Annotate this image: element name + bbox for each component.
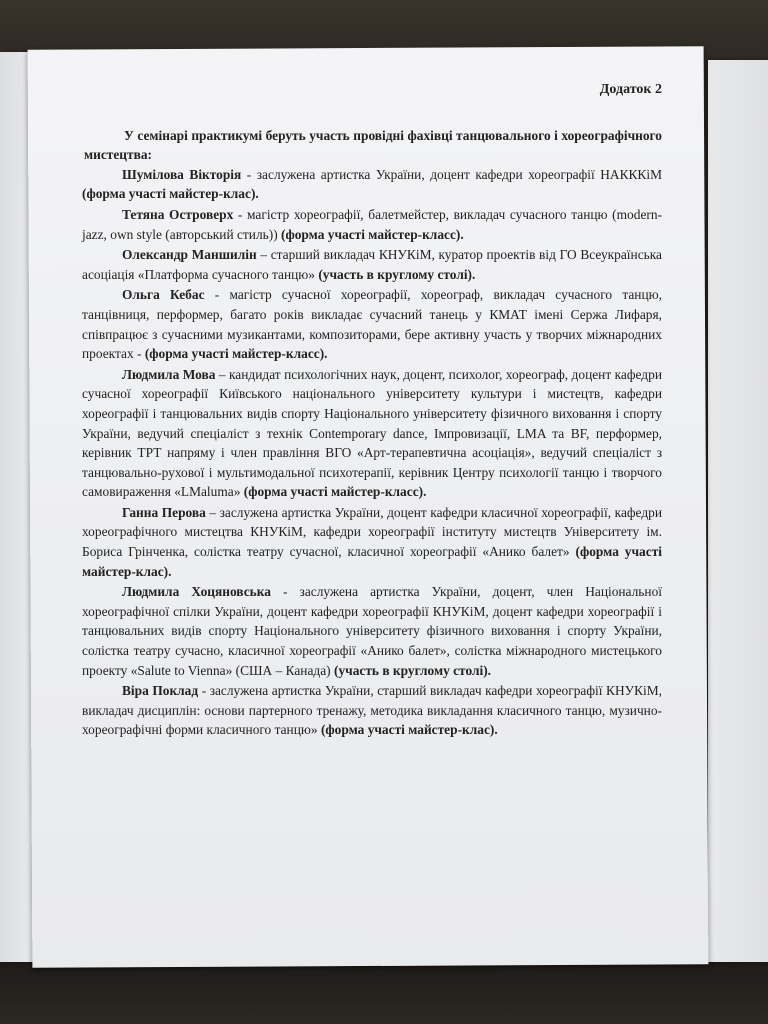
participant-description: - магістр сучасної хореографії, хореограф, викладач сучасного танцю, танцівниця, перформер, багато років викладає сучасний танець у КМАТ імені Сержа Лифаря, співпрацює з сучасними музикантами, композиторами, бере активну участь у творчих міжнародних проектах - xyxy=(82,287,662,362)
participant-paragraph xyxy=(82,285,662,363)
background-bottom xyxy=(0,960,768,1024)
participant-description: – старший викладач КНУКіМ, куратор проектів від ГО Всеукраїнська асоціація «Платформа сучасного танцю» xyxy=(82,247,662,282)
participant-paragraph xyxy=(82,503,662,581)
participant-description: - заслужена артистка України, доцент, член Національної хореографічної спілки України, доцент кафедри хореографії КНУКіМ, доцент кафедри хореографії і танцювальних видів спорту Національного університету фізичного виховання і спорту України, солістка театру сучасно, класичної хореографії «Анико балет», солістка міжнародного мистецького проекту «Salute to Vienna» (США – Канада) xyxy=(82,584,662,678)
participant-paragraph xyxy=(82,681,662,740)
participant-paragraph xyxy=(82,165,662,204)
participant-name: Шумілова Вікторія xyxy=(122,166,242,182)
appendix-label: Додаток 2 xyxy=(599,82,662,97)
participation-format: (форма участі майстер-клас). xyxy=(82,186,259,202)
participant-paragraph xyxy=(82,245,662,284)
participation-format: (форма участі майстер-клас). xyxy=(82,544,662,579)
participant-description: – кандидат психологічних наук, доцент, психолог, хореограф, доцент кафедри сучасної хореографії Київського національного університету культури і мистецтв, кафедри хореографії і танцювальних видів спорту Національного університету фізичного виховання і спорту України, ведучий спеціаліст з технік Contemporary dance, Імпровизації, LMA та BF, перформер, керівник ТРТ напряму і член правління ВГО «Арт-терапевтична асоціація», ведучий спеціаліст з танцювально-рухової і мультимодальної психотерапії, керівник Центру психології танцю і творчого самовираження «LMaluma» xyxy=(82,366,662,500)
participant-paragraph xyxy=(82,365,662,502)
participation-format: (форма участі майстер-класс). xyxy=(144,346,328,362)
participant-name: Людмила Мова xyxy=(122,366,216,382)
intro-paragraph: У семінарі практикумі беруть участь провідні фахівці танцювального і хореографічного мистецтва: xyxy=(84,127,662,163)
participation-format: (участь в круглому столі). xyxy=(318,266,476,282)
participant-description: - заслужена артистка України, старший викладач кафедри хореографії КНУКіМ, викладач дисциплін: основи партерного тренажу, методика викладання класичного танцю, музично-хореографічні форми класичного танцю» xyxy=(82,683,663,738)
participation-format: (форма участі майстер-класс). xyxy=(243,484,427,500)
document-content xyxy=(82,80,662,740)
participant-paragraph xyxy=(82,205,662,244)
participant-description: - магістр хореографії, балетмейстер, викладач сучасного танцю (modern-jazz, own style (авторський стиль)) xyxy=(82,206,662,242)
participant-name: Олександр Маншилін xyxy=(122,247,257,263)
participant-name: Людмила Хоцяновська xyxy=(122,584,271,600)
participation-format: (участь в круглому столі). xyxy=(333,662,492,678)
participant-name: Ольга Кебас xyxy=(122,287,205,303)
participation-format: (форма участі майстер-класс). xyxy=(281,226,464,242)
participant-paragraph xyxy=(82,582,662,680)
participant-name: Тетяна Островерх xyxy=(122,206,234,222)
participation-format: (форма участі майстер-клас). xyxy=(320,722,498,738)
adjacent-sheet-right xyxy=(708,60,768,962)
participant-description: – заслужена артистка України, доцент кафедри класичної хореографії, кафедри хореографічного мистецтва КНУКіМ, кафедри хореографії інституту мистецтв Університету ім. Бориса Грінченка, солістка театру сучасної, класичної хореографії «Анико балет» xyxy=(82,504,662,560)
participant-description: - заслужена артистка України, доцент кафедри хореографії НАКККіМ xyxy=(241,166,662,182)
participant-name: Ганна Перова xyxy=(122,504,206,520)
participant-name: Віра Поклад xyxy=(122,683,199,699)
